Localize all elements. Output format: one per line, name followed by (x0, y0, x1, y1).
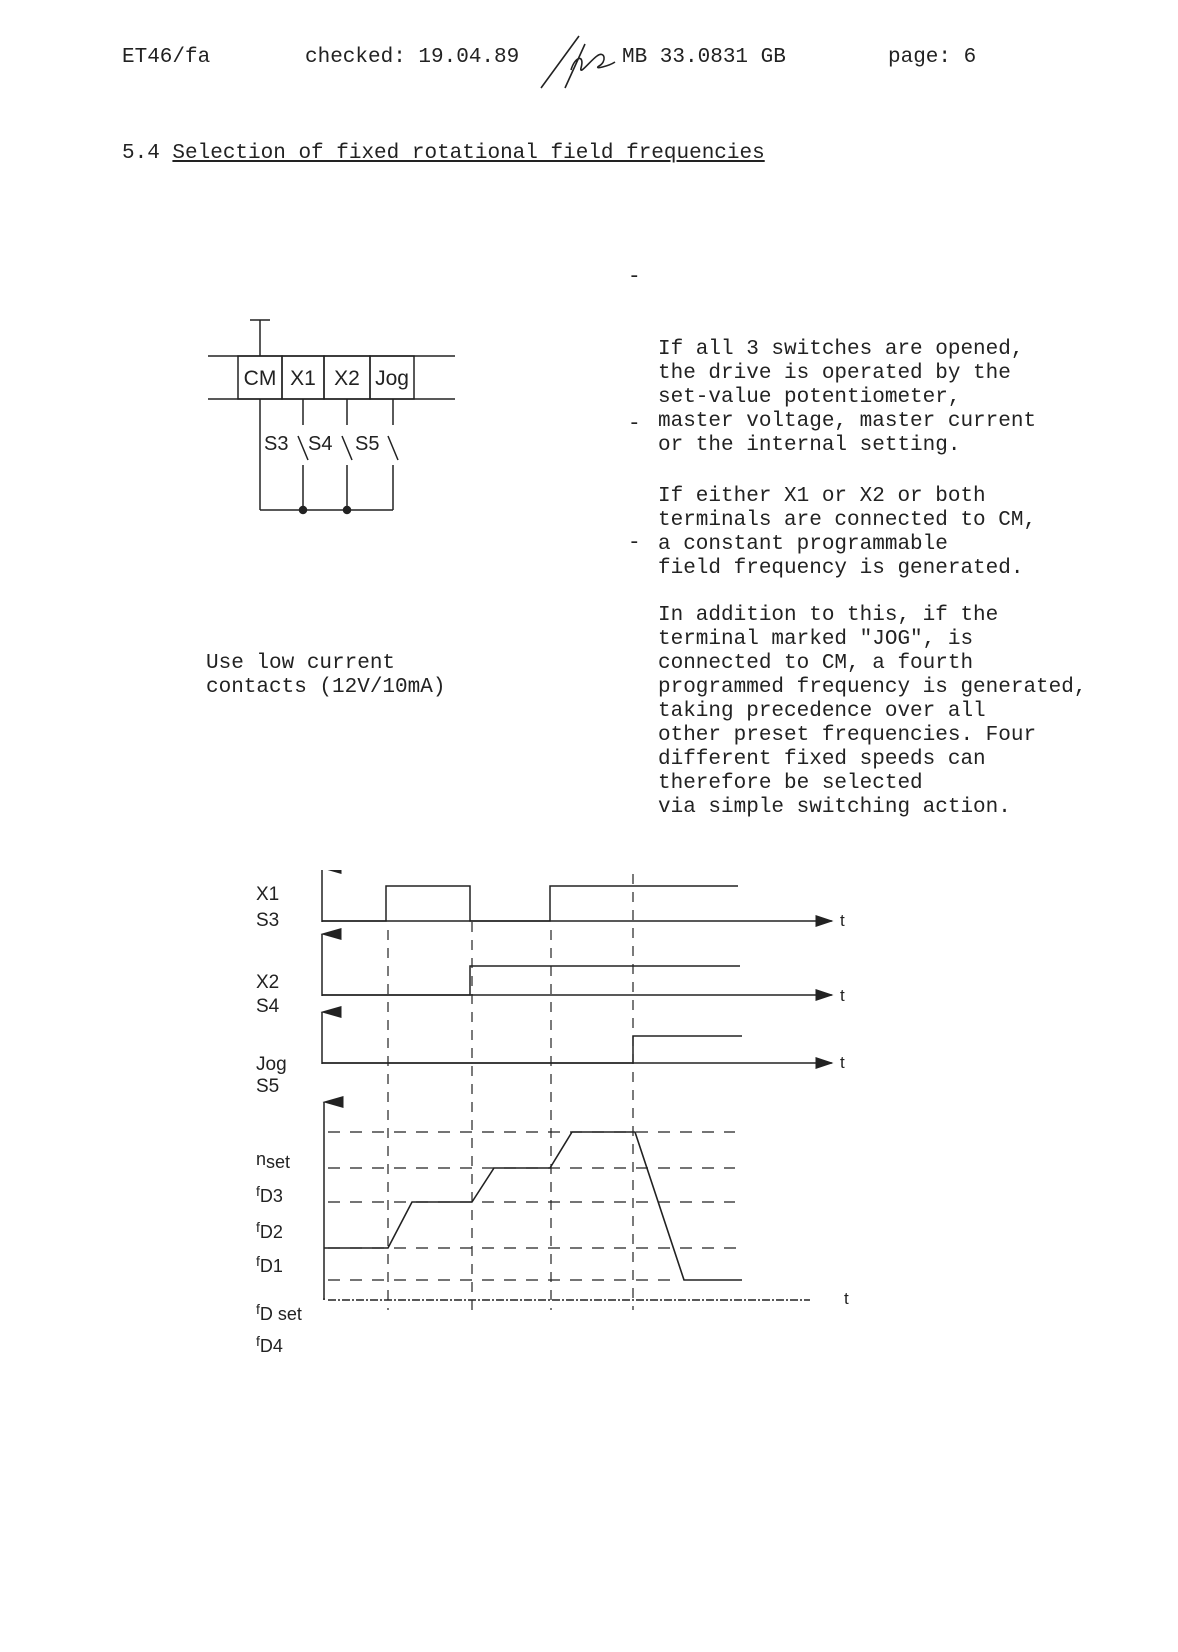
level-fd4-label: $^f$D4 (256, 1333, 283, 1356)
level-fd2-label: $^f$D2 (256, 1219, 283, 1242)
time-axis-label: t (840, 986, 845, 1005)
signal-s3-label: S3 (256, 910, 280, 931)
paragraph-text: In addition to this, if the terminal marked "JOG", is connected to CM, a fourth programmed frequency is generated, taking precedence over all other preset frequencies. Four different fixed speeds can therefore be selected via simple switching action. (658, 604, 1087, 819)
bullet-dash: - (628, 532, 641, 555)
signal-x2-label: X2 (256, 972, 280, 993)
terminal-label: X2 (334, 367, 360, 390)
junction-dot (344, 507, 351, 514)
jog-signal-trace (322, 1036, 742, 1063)
note-line-2: contacts (12V/10mA) (206, 676, 446, 699)
signal-s4-label: S4 (256, 996, 280, 1017)
switch-s3 (298, 436, 308, 460)
time-axis-label: t (844, 1289, 849, 1308)
junction-dot (300, 507, 307, 514)
timing-diagram (240, 870, 920, 1390)
switch-s5 (388, 436, 398, 460)
level-fd1-label: $^f$D1 (256, 1253, 283, 1276)
doc-id: ET46/fa (122, 46, 211, 69)
bullet-dash: - (628, 413, 641, 436)
x1-signal-trace (322, 886, 738, 921)
signal-s5-label: S5 (256, 1076, 280, 1097)
bullet-dash: - (628, 266, 641, 289)
nset-output-trace (324, 1132, 742, 1280)
terminal-label: Jog (375, 367, 409, 390)
x2-signal-trace (322, 966, 740, 995)
level-lines (328, 1132, 740, 1280)
switch-s4 (342, 436, 352, 460)
signature-icon (535, 26, 625, 96)
terminal-label: CM (243, 367, 277, 390)
event-markers (388, 874, 633, 1310)
output-label: nset (256, 1149, 291, 1172)
time-axis-label: t (840, 1053, 845, 1072)
switch-label: S5 (355, 433, 380, 455)
level-fd3-label: $^f$D3 (256, 1183, 283, 1206)
section-title: Selection of fixed rotational field frequencies (172, 142, 765, 165)
checked-date: checked: 19.04.89 (305, 46, 520, 69)
terminal-diagram (200, 300, 480, 530)
page-number: page: 6 (888, 46, 977, 69)
description-paragraph (628, 532, 1086, 844)
level-fdset-label: $^f$D set (256, 1301, 302, 1324)
time-axis-label: t (840, 911, 845, 930)
switch-label: S3 (264, 433, 289, 455)
contact-note (206, 652, 445, 700)
paragraph-text: If either X1 or X2 or both terminals are connected to CM, a constant programmable field frequency is generated. (658, 485, 1037, 580)
section-heading (122, 142, 765, 165)
paragraph-text: If all 3 switches are opened, the drive is operated by the set-value potentiometer, master voltage, master current or the internal setting. (658, 338, 1037, 457)
signal-jog-label: Jog (256, 1054, 287, 1075)
doc-reference: MB 33.0831 GB (622, 46, 786, 69)
note-line-1: Use low current (206, 652, 396, 675)
switch-label: S4 (308, 433, 333, 455)
section-number: 5.4 (122, 142, 160, 165)
terminal-label: X1 (290, 367, 316, 390)
signal-x1-label: X1 (256, 884, 280, 905)
